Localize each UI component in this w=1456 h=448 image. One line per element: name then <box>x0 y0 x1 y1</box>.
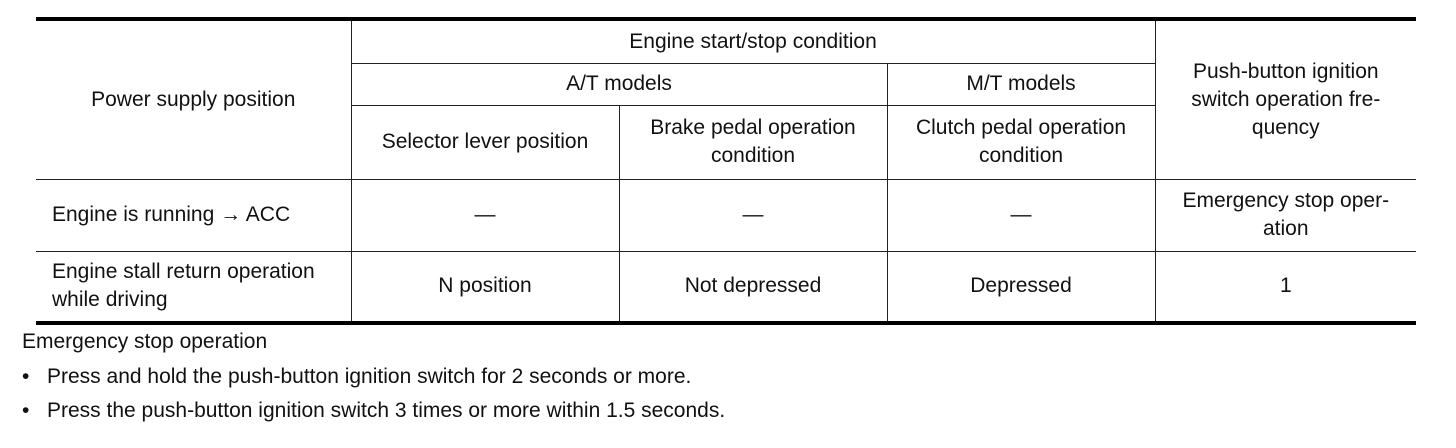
cell-selector: — <box>351 179 619 251</box>
header-brake-pedal-condition: Brake pedal operation condition <box>619 105 887 179</box>
engine-start-stop-table <box>36 17 1416 325</box>
header-power-supply-position: Power supply position <box>36 19 351 179</box>
bullet-icon: • <box>22 365 30 388</box>
cell-brake: Not depressed <box>619 251 887 323</box>
header-clutch-pedal-condition: Clutch pedal operation condition <box>887 105 1155 179</box>
note-text: Press and hold the push-button ignition switch for 2 seconds or more. <box>47 365 692 388</box>
header-row-1 <box>36 19 1416 63</box>
note-text: Press the push-button ignition switch 3 times or more within 1.5 seconds. <box>47 399 726 422</box>
notes-title: Emergency stop operation <box>22 330 268 353</box>
table-row <box>36 179 1416 251</box>
cell-position: Engine is running → ACC <box>36 179 351 251</box>
header-push-button-frequency: Push-button ignition switch operation fre-quency <box>1155 19 1416 179</box>
header-engine-start-stop-condition: Engine start/stop condition <box>351 19 1155 63</box>
header-at-models: A/T models <box>351 63 887 105</box>
header-selector-lever-position: Selector lever position <box>351 105 619 179</box>
cell-frequency: Emergency stop oper-ation <box>1155 179 1416 251</box>
list-item <box>22 363 725 391</box>
header-mt-models: M/T models <box>887 63 1155 105</box>
cell-clutch: Depressed <box>887 251 1155 323</box>
cell-frequency: 1 <box>1155 251 1416 323</box>
bullet-icon: • <box>22 399 30 422</box>
notes-list <box>22 363 725 431</box>
cell-brake: — <box>619 179 887 251</box>
list-item <box>22 397 725 425</box>
cell-selector: N position <box>351 251 619 323</box>
cell-clutch: — <box>887 179 1155 251</box>
table-row <box>36 251 1416 323</box>
cell-position: Engine stall return operation while driving <box>36 251 351 323</box>
